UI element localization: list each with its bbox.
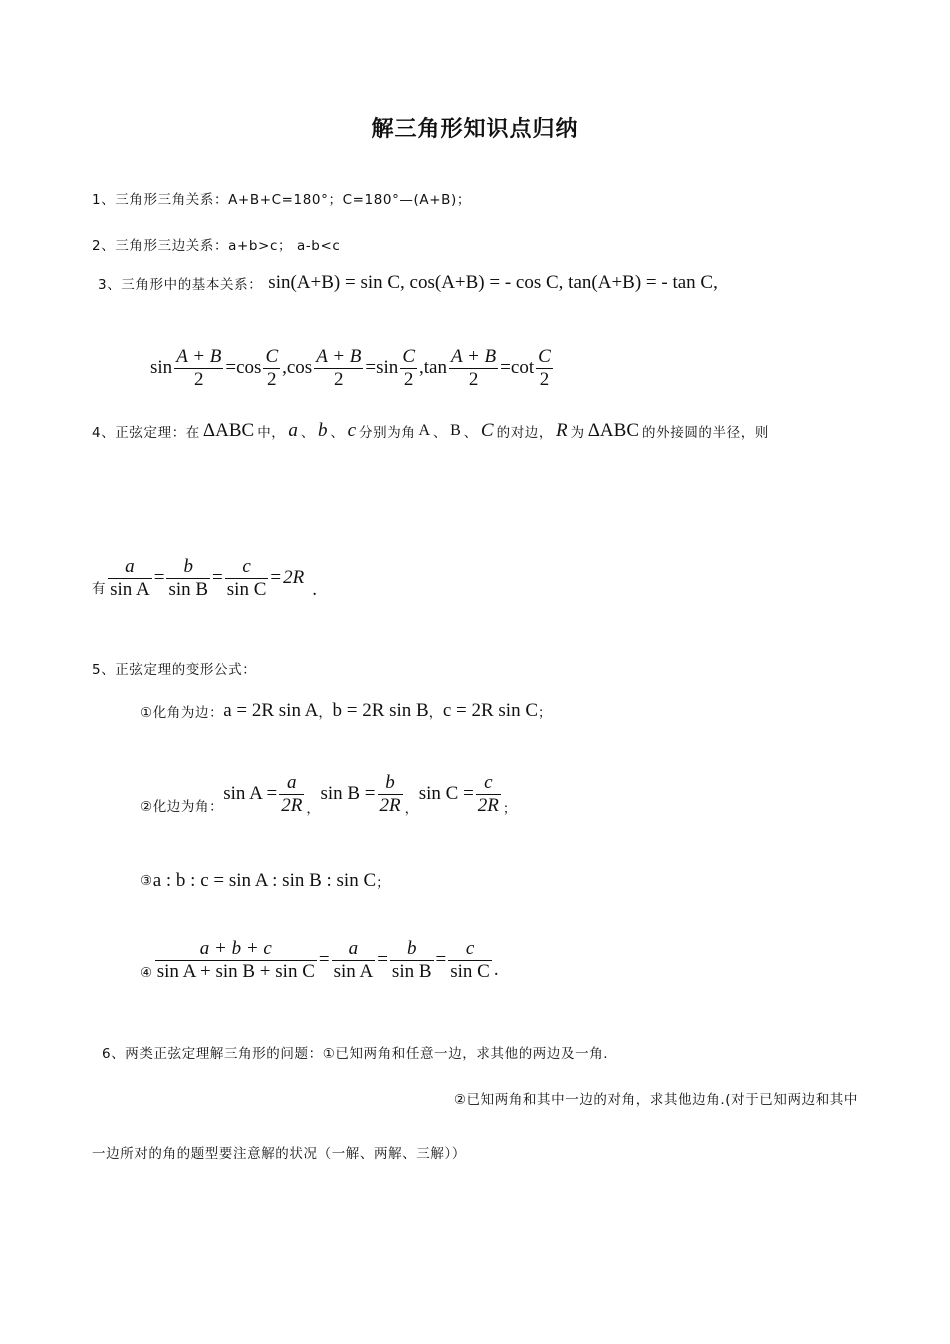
item-3-basic-relations (98, 272, 718, 294)
sin-func: sin (150, 357, 173, 379)
item-5-law-of-sines-variants: 5、正弦定理的变形公式： (92, 662, 257, 678)
page-title: 解三角形知识点归纳 (371, 117, 579, 142)
fraction-a-over-sin-a: $\frac{a}{\text{sin A}}$ (110, 556, 150, 600)
fraction-b-over-sin-b: $\frac{b}{\text{sin B}}$ (168, 556, 209, 600)
fraction-c-over-2: $\frac{C}{2}$ (265, 346, 279, 390)
fraction-a-over-sin-a: $\frac{a}{\text{sin A}}$ (333, 938, 374, 982)
fraction-c-over-2: $\frac{C}{2}$ (402, 346, 415, 390)
variant-3-ratio: ③ a : b : c = sin A : sin B : sin C ； (140, 870, 391, 891)
item-3-label: 3、三角形中的基本关系： (98, 277, 263, 293)
tan-func: tan (423, 357, 447, 379)
sin-func: sin (376, 357, 399, 379)
item-2-triangle-side-relation: 2、三角形三边关系：a+b>c； a-b<c (92, 238, 341, 254)
fraction-c-over-sin-c: $\frac{c}{\text{sin C}}$ (450, 938, 490, 982)
fraction-c-over-2r: $\frac{c}{2R}$ (477, 772, 499, 816)
cot-func: cot (510, 357, 535, 379)
fraction-b-over-sin-b: $\frac{b}{\text{sin B}}$ (391, 938, 432, 982)
fraction-c-over-2: $\frac{C}{2}$ (538, 346, 551, 390)
variant-4-sum-ratio: ④ $\frac{a + b + c}{\text{sin A + sin B + sin C}}$ = $\frac{a}{\text{sin A}}$ = $\frac{b}{\text{sin B}}$ = $\frac{c}{\text{sin C}}$ . (140, 938, 499, 982)
item-3-formula-line-2: sin $\frac{A + B}{2}$ = cos $\frac{C}{2}$ , cos $\frac{A + B}{2}$ = sin $\frac{C}{2}$ , tan $\frac{A + B}{2}$ = cot $\frac{C}{2}$ (150, 346, 551, 390)
variant-1-angles-to-sides: ①化角为边： a = 2R sin A ， b = 2R sin B ， c = 2R sin C ； (140, 700, 553, 721)
cos-func: cos (236, 357, 262, 379)
item-4-law-of-sines: 4、正弦定理：在 ΔABC 中， a 、 b 、 c 分别为角 A 、 B 、 C 的对边， R 为 ΔABC 的外接圆的半径，则 (92, 420, 769, 441)
fraction-c-over-sin-c: $\frac{c}{\text{sin C}}$ (226, 556, 267, 600)
item-6-problem-types-line-2: ②已知两角和其中一边的对角，求其他边角.(对于已知两边和其中 (453, 1092, 858, 1108)
item-6-problem-types-line-3: 一边所对的角的题型要注意解的状况（一解、两解、三解）） (92, 1146, 466, 1162)
cos-func: cos (286, 357, 313, 379)
item-1-triangle-angle-relation: 1、三角形三角关系：A+B+C=180°；C=180°—(A+B)； (92, 192, 471, 208)
fraction-sum-sides-over-sum-sines: $\frac{a + b + c}{\text{sin A + sin B + sin C}}$ (156, 938, 315, 982)
fraction-a-over-2r: $\frac{a}{2R}$ (281, 772, 303, 816)
law-of-sines-formula: 有 $\frac{a}{\text{sin A}}$ = $\frac{b}{\text{sin B}}$ = $\frac{c}{\text{sin C}}$ = 2R . (92, 556, 317, 600)
fraction-a-plus-b-over-2: $\frac{A + B}{2}$ (176, 346, 222, 390)
item-6-problem-types-line-1: 6、两类正弦定理解三角形的问题：①已知两角和任意一边，求其他的两边及一角. (102, 1046, 609, 1062)
item-3-formula-line-1: sin(A+B) = sin C, cos(A+B) = - cos C, tan(A+B) = - tan C, (268, 272, 718, 293)
fraction-b-over-2r: $\frac{b}{2R}$ (379, 772, 401, 816)
variant-2-sides-to-angles: ②化边为角： sin A = $\frac{a}{2R}$ ， sin B = $\frac{b}{2R}$ ， sin C = $\frac{c}{2R}$ ； (140, 772, 517, 817)
fraction-a-plus-b-over-2: $\frac{A + B}{2}$ (316, 346, 362, 390)
fraction-a-plus-b-over-2: $\frac{A + B}{2}$ (450, 346, 497, 390)
